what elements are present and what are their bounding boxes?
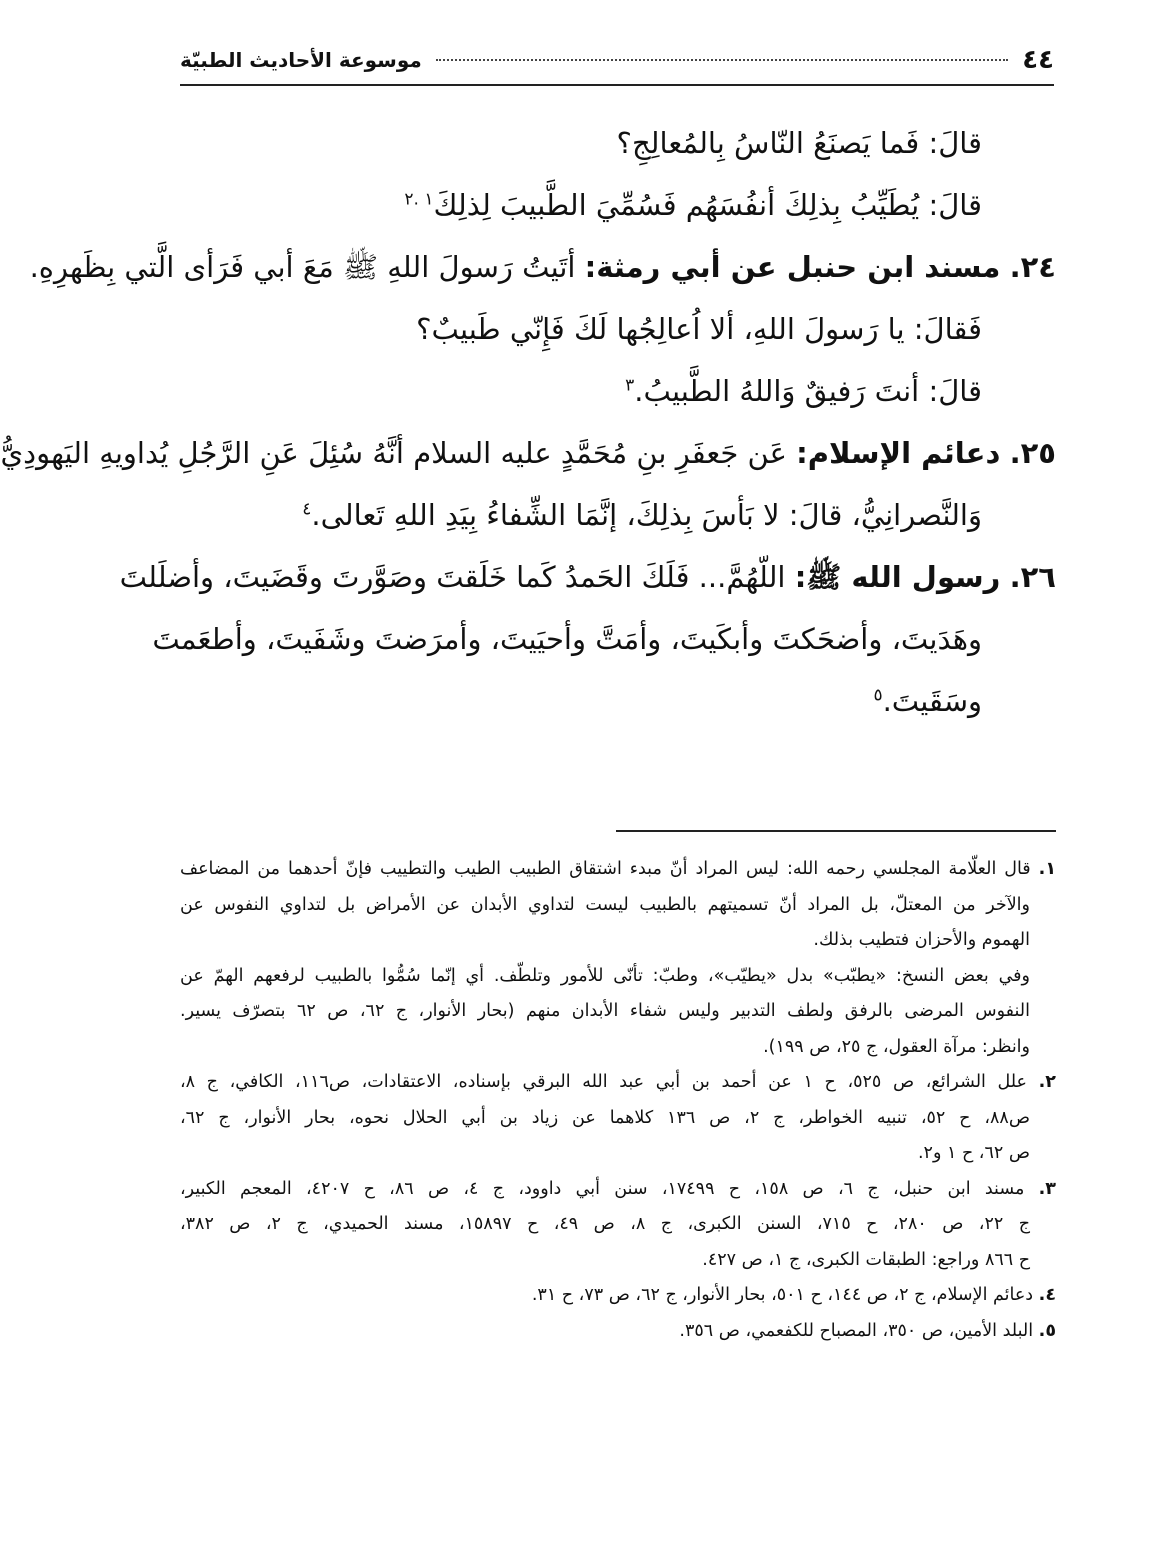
footnote-line — [180, 994, 1056, 1030]
footnote-line — [180, 1065, 1056, 1101]
hadith-source: دعائم الإسلام: — [796, 436, 1001, 470]
dialogue-text: فَقالَ: يا رَسولَ اللهِ، ألا اُعالِجُها لَكَ فَإِنّي طَبيبٌ؟ — [416, 312, 982, 346]
footnote-text: علل الشرائع، ص ٥٢٥، ح ١ عن أحمد بن أبي عبد الله البرقي بإسناده، الاعتقادات، ص١١٦، الكافي، ج ٨، — [180, 1072, 1028, 1092]
footnotes — [180, 852, 1056, 1349]
footnote-line — [180, 1243, 1056, 1279]
footnote-number: ١. — [1038, 859, 1056, 879]
footnote-text: دعائم الإسلام، ج ٢، ص ١٤٤، ح ٥٠١، بحار الأنوار، ج ٦٢، ص ٧٣، ح ٣١. — [531, 1285, 1034, 1305]
text-line — [180, 360, 1056, 422]
hadith-text: وسَقَيتَ. — [882, 684, 982, 718]
text-line — [152, 608, 1056, 670]
footnote-number: ٢. — [1038, 1072, 1056, 1092]
footnote-line — [180, 1314, 1056, 1350]
hadith-source: رسول الله ﷺ: — [794, 560, 1001, 594]
dialogue-text: قالَ: فَما يَصنَعُ النّاسُ بِالمُعالِجِ؟ — [616, 126, 982, 160]
dialogue-text: قالَ: أنتَ رَفيقٌ وَاللهُ الطَّبيبُ. — [634, 374, 982, 408]
footnote-number: ٣. — [1038, 1178, 1056, 1199]
footnote-line — [180, 1207, 1056, 1243]
hadith-source: مسند ابن حنبل عن أبي رمثة: — [584, 250, 1001, 284]
hadith-text: أتَيتُ رَسولَ اللهِ ﷺ مَعَ أبي فَرَأى الَّتي بِظَهرِهِ. — [29, 250, 576, 284]
footnote-text: ج ٢٢، ص ٢٨٠، ح ٧١٥، السنن الكبرى، ج ٨، ص ٤٩، ح ١٥٨٩٧، مسند الحميدي، ج ٢، ص ٣٨٢، — [180, 1214, 1030, 1234]
footnote-text: البلد الأمين، ص ٣٥٠، المصباح للكفعمي، ص ٣٥٦. — [679, 1320, 1034, 1341]
footnote-number: ٤. — [1038, 1285, 1056, 1305]
footnote-separator — [616, 830, 1056, 832]
hadith-text: عَن جَعفَرِ بنِ مُحَمَّدٍ عليه السلام أنَّهُ سُئِلَ عَنِ الرَّجُلِ يُداويهِ اليَهودِيُّ — [0, 436, 787, 470]
dialogue-text: قالَ: يُطَيِّبُ بِذلِكَ أنفُسَهُم فَسُمِّيَ الطَّبيبَ لِذلِكَ — [433, 188, 982, 222]
running-header — [180, 40, 1054, 80]
footnote-ref: ٥ — [873, 685, 883, 706]
header-rule — [180, 84, 1054, 86]
hadith-number: ٢٤. — [1009, 250, 1056, 284]
footnote-line — [180, 1030, 1056, 1066]
footnote-line — [180, 923, 1056, 959]
text-line — [180, 174, 1056, 236]
hadith-24 — [29, 236, 1056, 298]
footnote-line — [180, 959, 1056, 995]
text-line — [180, 298, 1056, 360]
footnote-line — [180, 1136, 1056, 1172]
footnote-line — [180, 1101, 1056, 1137]
footnote-ref: ١ .٢ — [404, 189, 434, 210]
book-title: موسوعة الأحاديث الطبيّة — [180, 48, 422, 72]
footnote-number: ٥. — [1038, 1320, 1056, 1341]
footnote-line — [180, 1278, 1056, 1314]
text-line — [180, 670, 1056, 732]
hadith-text: وَالنَّصرانِيُّ، قالَ: لا بَأسَ بِذلِكَ، إنَّمَا الشِّفاءُ بِيَدِ اللهِ تَعالى. — [311, 498, 982, 532]
footnote-text: والآخر من المعتلّ، بل المراد أنّ تسميتهم بالطبيب ليست لتداوي الأبدان عن الأمراض بل لتداوي النفوس عن — [180, 894, 1030, 915]
footnote-text: النفوس المرضى بالرفق ولطف التدبير وليس شفاء الأبدان منهم (بحار الأنوار، ج ٦٢، ص ٦٢ بتصرّف يسير. — [180, 1001, 1030, 1021]
main-text — [0, 112, 1056, 732]
header-dot-leader — [436, 59, 1008, 61]
footnote-text: مسند ابن حنبل، ج ٦، ص ١٥٨، ح ١٧٤٩٩، سنن أبي داوود، ج ٤، ص ٨٦، ح ٤٢٠٧، المعجم الكبير، — [180, 1178, 1025, 1199]
footnote-line — [180, 1172, 1056, 1208]
hadith-25 — [0, 422, 1056, 484]
text-line — [180, 112, 1056, 174]
footnote-ref: ٣ — [625, 375, 635, 396]
footnote-line — [180, 888, 1056, 924]
footnote-text: وفي بعض النسخ: «يطبّب» بدل «يطيّب»، وطبّ: تأنّى للأمور وتلطّف. أي إنّما سُمُّوا بالطبيب لرفعهم الهمّ عن — [180, 965, 1030, 986]
footnote-text: وانظر: مرآة العقول، ج ٢٥، ص ١٩٩). — [763, 1036, 1030, 1057]
text-line — [180, 484, 1056, 546]
footnote-text: قال العلّامة المجلسي رحمه الله: ليس المراد أنّ مبدء اشتقاق الطبيب الطيب والتطييب فإنّ أحدهما من المضاعف — [180, 859, 1031, 879]
page-number: ٤٤ — [1022, 45, 1054, 75]
hadith-number: ٢٥. — [1009, 436, 1056, 470]
hadith-text: اللّهُمَّ... فَلَكَ الحَمدُ كَما خَلَقتَ وصَوَّرتَ وقَضَيتَ، وأضلَلتَ — [119, 560, 786, 594]
footnote-line — [180, 852, 1056, 888]
hadith-26 — [119, 546, 1056, 608]
hadith-number: ٢٦. — [1009, 560, 1056, 594]
footnote-text: ح ٨٦٦ وراجع: الطبقات الكبرى، ج ١، ص ٤٢٧. — [702, 1249, 1030, 1270]
hadith-text: وهَدَيتَ، وأضحَكتَ وأبكَيتَ، وأمَتَّ وأحيَيتَ، وأمرَضتَ وشَفَيتَ، وأطعَمتَ — [152, 622, 982, 656]
footnote-ref: ٤ — [302, 499, 312, 520]
footnote-text: ص٨٨، ح ٥٢، تنبيه الخواطر، ج ٢، ص ١٣٦ كلاهما عن زياد بن أبي الحلال نحوه، بحار الأنوار، ج ٦٢، — [180, 1107, 1030, 1128]
footnote-text: الهموم والأحزان فتطيب بذلك. — [813, 930, 1030, 950]
footnote-text: ص ٦٢، ح ١ و٢. — [917, 1143, 1030, 1163]
